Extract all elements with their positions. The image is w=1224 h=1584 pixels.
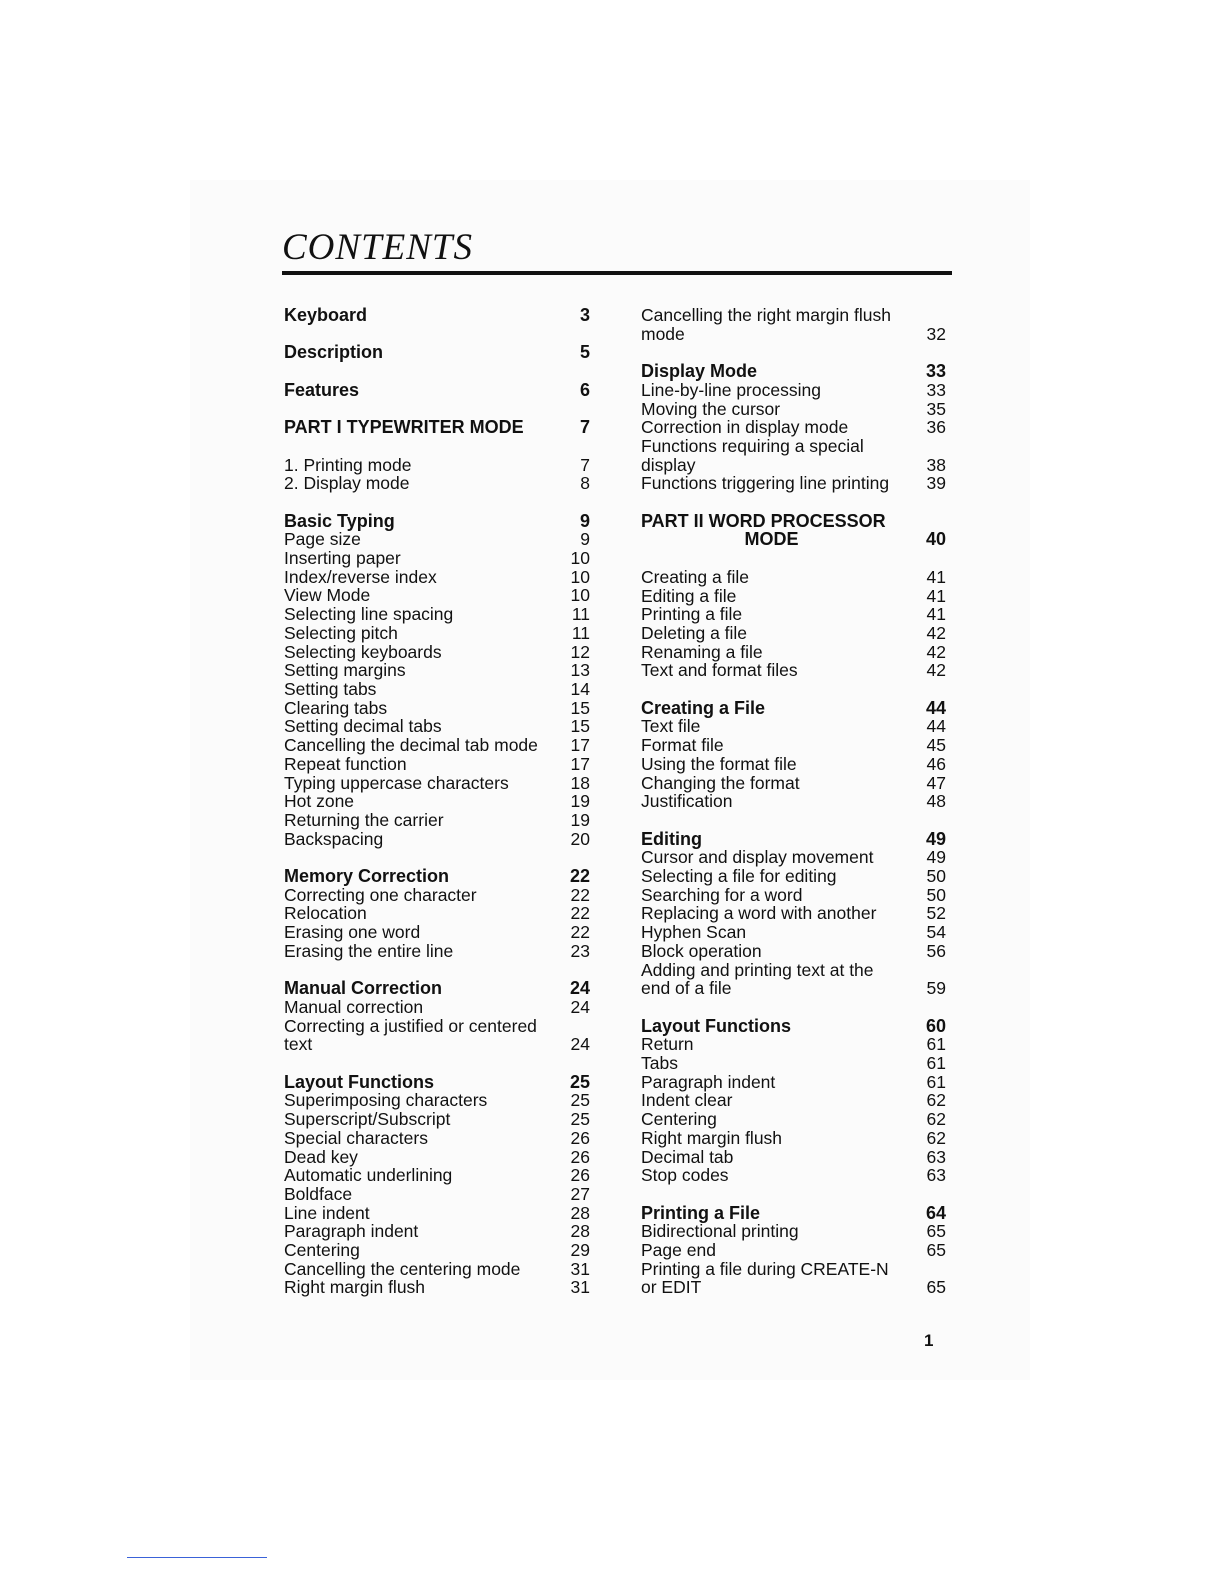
toc-section-heading[interactable] — [284, 343, 590, 362]
toc-entry-page: 26 — [570, 1127, 590, 1148]
toc-entry[interactable] — [641, 474, 946, 493]
toc-entry[interactable] — [641, 437, 946, 456]
toc-entry-page: 63 — [926, 1146, 946, 1167]
toc-entry-page: 20 — [570, 828, 590, 849]
toc-entry[interactable] — [641, 306, 946, 325]
toc-entry[interactable] — [284, 736, 590, 755]
toc-entry-page: 47 — [926, 772, 946, 793]
toc-entry[interactable] — [284, 474, 590, 493]
page-number: 1 — [924, 1331, 934, 1350]
toc-entry[interactable] — [284, 661, 590, 680]
toc-entry-page: 11 — [571, 622, 590, 643]
toc-entry[interactable] — [641, 1054, 946, 1073]
toc-entry-title: 1. Printing mode — [284, 454, 412, 475]
toc-entry[interactable] — [641, 400, 946, 419]
toc-spacer — [641, 549, 946, 568]
toc-entry[interactable] — [641, 568, 946, 587]
toc-entry[interactable] — [284, 1148, 590, 1167]
toc-entry-title: Hot zone — [284, 791, 355, 812]
toc-entry[interactable] — [641, 605, 946, 624]
toc-section-heading[interactable] — [284, 306, 590, 325]
toc-entry-page: 25 — [569, 1071, 590, 1092]
toc-entry-title: Erasing the entire line — [284, 940, 454, 961]
toc-entry-page: 48 — [926, 791, 946, 812]
toc-section-heading[interactable] — [284, 1073, 590, 1092]
toc-entry-title: 2. Display mode — [284, 473, 410, 494]
toc-entry[interactable] — [284, 680, 590, 699]
toc-entry[interactable] — [641, 942, 946, 961]
toc-entry[interactable] — [284, 886, 590, 905]
toc-entry-title: Printing a file during CREATE-N — [641, 1258, 889, 1279]
toc-entry-title: Right margin flush — [641, 1127, 783, 1148]
toc-spacer — [641, 493, 946, 512]
toc-entry-page: 49 — [925, 828, 946, 849]
toc-entry-title: Index/reverse index — [284, 566, 437, 587]
toc-entry-title: Moving the cursor — [641, 398, 781, 419]
toc-entry-page: 10 — [570, 548, 590, 569]
toc-entry-page: 42 — [926, 660, 946, 681]
toc-entry[interactable] — [284, 998, 590, 1017]
toc-section-heading[interactable] — [284, 418, 590, 437]
toc-entry-title: Clearing tabs — [284, 697, 388, 718]
toc-entry-page: 61 — [926, 1034, 946, 1055]
toc-entry-title: Inserting paper — [284, 548, 401, 569]
toc-entry-page: 19 — [570, 809, 590, 830]
toc-spacer — [641, 811, 946, 830]
toc-entry-title: Centering — [284, 1240, 360, 1261]
toc-entry-title: Editing — [641, 828, 702, 849]
toc-entry[interactable] — [284, 624, 590, 643]
toc-entry-title: Creating a File — [641, 697, 766, 718]
toc-entry-title: Setting margins — [284, 660, 406, 681]
toc-entry-page: 7 — [579, 417, 590, 438]
toc-entry-page: 52 — [926, 903, 946, 924]
toc-entry[interactable] — [284, 568, 590, 587]
toc-entry-title: Bidirectional printing — [641, 1221, 799, 1242]
toc-entry[interactable] — [284, 530, 590, 549]
toc-entry-page: 9 — [580, 529, 590, 550]
toc-entry-page: 33 — [926, 379, 946, 400]
toc-entry-title: Manual correction — [284, 996, 424, 1017]
toc-entry-title: Manual Correction — [284, 978, 443, 999]
toc-spacer — [284, 493, 590, 512]
toc-entry-page: 42 — [926, 641, 946, 662]
toc-entry-title: Right margin flush — [284, 1277, 426, 1298]
toc-entry-title: Cancelling the right margin flush — [641, 305, 891, 325]
toc-entry-title: Line indent — [284, 1202, 370, 1223]
toc-entry[interactable] — [284, 1241, 590, 1260]
toc-entry-page: 31 — [570, 1258, 590, 1279]
toc-entry-page: 7 — [580, 454, 590, 475]
toc-entry[interactable] — [284, 586, 590, 605]
toc-entry[interactable] — [284, 1110, 590, 1129]
toc-entry[interactable] — [641, 755, 946, 774]
toc-entry-title: Using the format file — [641, 753, 797, 774]
toc-entry[interactable] — [284, 643, 590, 662]
toc-entry-page: 12 — [570, 641, 590, 662]
toc-entry-title: Paragraph indent — [284, 1221, 419, 1242]
toc-entry[interactable] — [284, 1035, 590, 1054]
toc-entry-title: Printing a file — [641, 604, 743, 625]
toc-entry[interactable] — [284, 549, 590, 568]
toc-entry-title: Page size — [284, 529, 361, 550]
toc-entry-title: Centering — [641, 1109, 717, 1130]
toc-entry[interactable] — [641, 1278, 946, 1297]
toc-spacer — [284, 848, 590, 867]
toc-entry-title: Deleting a file — [641, 622, 748, 643]
toc-entry-page: 13 — [570, 660, 590, 681]
toc-entry-page: 32 — [926, 323, 946, 344]
toc-spacer — [284, 961, 590, 980]
toc-entry[interactable] — [641, 1091, 946, 1110]
toc-entry-page: 15 — [570, 716, 590, 737]
toc-entry-page: 40 — [925, 529, 946, 550]
toc-spacer — [641, 998, 946, 1017]
toc-entry-page: 11 — [571, 604, 590, 625]
toc-entry-page: 65 — [926, 1221, 946, 1242]
toc-entry[interactable] — [641, 1110, 946, 1129]
toc-entry-page: 3 — [579, 305, 590, 325]
toc-entry[interactable] — [284, 1017, 590, 1036]
toc-entry[interactable] — [641, 1241, 946, 1260]
toc-entry-title: Correcting a justified or centered — [284, 1015, 537, 1036]
toc-entry-title: Printing a File — [641, 1202, 761, 1223]
toc-entry-title: Stop codes — [641, 1165, 729, 1186]
toc-spacer — [284, 325, 590, 344]
toc-entry-page: 50 — [926, 866, 946, 887]
toc-entry-title: PART I TYPEWRITER MODE — [284, 417, 524, 438]
toc-entry-title: MODE — [744, 529, 799, 550]
toc-entry-page: 22 — [570, 922, 590, 943]
toc-section-heading[interactable] — [284, 512, 590, 531]
toc-entry-title: Correction in display mode — [641, 417, 849, 438]
toc-entry-page: 63 — [926, 1165, 946, 1186]
toc-entry-page: 22 — [570, 884, 590, 905]
toc-entry-title: Typing uppercase characters — [284, 772, 509, 793]
toc-entry-page: 27 — [570, 1183, 590, 1204]
toc-entry[interactable] — [284, 1260, 590, 1279]
toc-entry-title: Layout Functions — [641, 1015, 791, 1036]
toc-entry-title: PART II WORD PROCESSOR — [641, 510, 886, 531]
toc-entry-page: 49 — [926, 847, 946, 868]
toc-entry[interactable] — [284, 1091, 590, 1110]
toc-entry[interactable] — [284, 755, 590, 774]
toc-section-heading[interactable] — [641, 512, 946, 531]
toc-entry-title: Dead key — [284, 1146, 358, 1167]
toc-entry-title: Memory Correction — [284, 866, 450, 886]
toc-entry[interactable] — [284, 1166, 590, 1185]
toc-entry[interactable] — [284, 1278, 590, 1297]
toc-entry[interactable] — [641, 923, 946, 942]
toc-entry[interactable] — [641, 792, 946, 811]
toc-entry-page: 24 — [570, 996, 590, 1017]
page-title: CONTENTS — [282, 227, 474, 268]
toc-entry[interactable] — [641, 717, 946, 736]
toc-entry-title: Correcting one character — [284, 884, 477, 905]
toc-entry-title: Format file — [641, 735, 724, 756]
toc-entry-page: 25 — [570, 1109, 590, 1130]
toc-entry-page: 44 — [925, 697, 946, 718]
toc-entry-title: Selecting a file for editing — [641, 866, 837, 887]
toc-entry-page: 44 — [926, 716, 946, 737]
toc-entry[interactable] — [284, 830, 590, 849]
toc-entry[interactable] — [641, 848, 946, 867]
toc-entry[interactable] — [284, 942, 590, 961]
toc-entry-title: Description — [284, 342, 384, 363]
toc-entry-title: Decimal tab — [641, 1146, 734, 1167]
toc-entry[interactable] — [641, 418, 946, 437]
toc-entry[interactable] — [284, 792, 590, 811]
toc-entry-page: 9 — [579, 510, 590, 531]
toc-entry-title: Backspacing — [284, 828, 384, 849]
toc-entry-page: 24 — [570, 1034, 590, 1055]
toc-entry[interactable] — [641, 587, 946, 606]
toc-entry-title: Features — [284, 379, 360, 400]
toc-entry-title: Setting tabs — [284, 678, 377, 699]
toc-entry-page: 28 — [570, 1202, 590, 1223]
toc-entry-title: Adding and printing text at the — [641, 959, 874, 980]
toc-spacer — [284, 399, 590, 418]
toc-entry-title: Special characters — [284, 1127, 428, 1148]
toc-entry-title: Relocation — [284, 903, 367, 924]
toc-entry[interactable] — [284, 1204, 590, 1223]
toc-entry-page: 17 — [570, 735, 590, 756]
toc-entry-page: 54 — [926, 922, 946, 943]
toc-entry-title: Renaming a file — [641, 641, 763, 662]
toc-entry-title: Paragraph indent — [641, 1071, 776, 1092]
toc-entry-title: Functions requiring a special — [641, 435, 864, 456]
toc-entry-page: 24 — [569, 978, 590, 999]
toc-entry[interactable] — [641, 643, 946, 662]
toc-entry-page: 8 — [580, 473, 590, 494]
toc-entry-title: mode — [641, 323, 685, 344]
toc-section-heading[interactable] — [641, 1017, 946, 1036]
toc-entry-page: 41 — [926, 604, 946, 625]
toc-entry-title: Erasing one word — [284, 922, 421, 943]
toc-right-column — [641, 306, 946, 1297]
toc-entry-title: Indent clear — [641, 1090, 733, 1111]
toc-entry[interactable] — [284, 923, 590, 942]
toc-entry-page: 59 — [926, 978, 946, 999]
toc-entry-page: 26 — [570, 1165, 590, 1186]
toc-entry-title: Block operation — [641, 940, 762, 961]
toc-entry-page: 42 — [926, 622, 946, 643]
toc-entry[interactable] — [641, 1166, 946, 1185]
toc-entry[interactable] — [641, 961, 946, 980]
toc-entry-title: Text and format files — [641, 660, 798, 681]
toc-section-heading[interactable] — [641, 830, 946, 849]
toc-entry-page: 5 — [579, 342, 590, 363]
toc-entry[interactable] — [641, 1073, 946, 1092]
toc-section-heading[interactable] — [641, 530, 946, 549]
toc-entry-page: 50 — [926, 884, 946, 905]
toc-entry-page: 28 — [570, 1221, 590, 1242]
toc-entry[interactable] — [641, 624, 946, 643]
toc-entry[interactable] — [284, 904, 590, 923]
toc-entry-page: 45 — [926, 735, 946, 756]
toc-section-heading[interactable] — [284, 867, 590, 886]
toc-entry-title: end of a file — [641, 978, 732, 999]
toc-entry[interactable] — [641, 661, 946, 680]
toc-entry-title: Text file — [641, 716, 701, 737]
toc-spacer — [284, 1054, 590, 1073]
toc-entry-page: 17 — [570, 753, 590, 774]
toc-entry-page: 29 — [570, 1240, 590, 1261]
toc-entry-page: 65 — [926, 1240, 946, 1261]
toc-entry[interactable] — [641, 1035, 946, 1054]
toc-entry-page: 31 — [570, 1277, 590, 1298]
toc-spacer — [641, 343, 946, 362]
title-rule — [282, 271, 952, 275]
toc-entry-title: Layout Functions — [284, 1071, 434, 1092]
toc-entry[interactable] — [284, 717, 590, 736]
toc-entry-page: 60 — [925, 1015, 946, 1036]
toc-entry-page: 36 — [926, 417, 946, 438]
toc-entry-page: 22 — [569, 866, 590, 886]
toc-entry-page: 33 — [925, 361, 946, 382]
footer-link-underline[interactable] — [127, 1557, 267, 1558]
toc-entry-page: 6 — [579, 379, 590, 400]
toc-entry-title: Justification — [641, 791, 733, 812]
toc-entry-page: 35 — [926, 398, 946, 419]
toc-entry-page: 62 — [926, 1109, 946, 1130]
toc-entry-page: 62 — [926, 1090, 946, 1111]
toc-entry-page: 18 — [570, 772, 590, 793]
toc-entry-title: Keyboard — [284, 305, 368, 325]
toc-entry-title: Selecting pitch — [284, 622, 398, 643]
toc-entry-title: Functions triggering line printing — [641, 473, 890, 494]
toc-spacer — [641, 680, 946, 699]
toc-entry[interactable] — [284, 456, 590, 475]
toc-entry[interactable] — [284, 1185, 590, 1204]
toc-entry[interactable] — [641, 979, 946, 998]
toc-entry-title: Page end — [641, 1240, 716, 1261]
toc-section-heading[interactable] — [641, 362, 946, 381]
toc-section-heading[interactable] — [284, 979, 590, 998]
toc-entry-title: Creating a file — [641, 566, 749, 587]
toc-section-heading[interactable] — [284, 381, 590, 400]
toc-entry-title: display — [641, 454, 696, 475]
toc-entry-page: 23 — [570, 940, 590, 961]
toc-entry-page: 14 — [570, 678, 590, 699]
toc-entry-page: 25 — [570, 1090, 590, 1111]
toc-spacer — [284, 437, 590, 456]
toc-entry-page: 10 — [570, 585, 590, 606]
toc-entry-title: Cursor and display movement — [641, 847, 874, 868]
toc-entry[interactable] — [641, 1222, 946, 1241]
toc-entry-title: Line-by-line processing — [641, 379, 821, 400]
toc-entry-title: Boldface — [284, 1183, 353, 1204]
toc-spacer — [284, 362, 590, 381]
toc-entry-page: 10 — [570, 566, 590, 587]
toc-entry-page: 41 — [926, 566, 946, 587]
toc-entry-title: Cancelling the decimal tab mode — [284, 735, 538, 756]
toc-entry-title: Editing a file — [641, 585, 737, 606]
toc-entry-title: Replacing a word with another — [641, 903, 877, 924]
toc-entry[interactable] — [641, 886, 946, 905]
toc-entry[interactable] — [284, 1222, 590, 1241]
toc-entry-page: 38 — [926, 454, 946, 475]
toc-entry[interactable] — [284, 699, 590, 718]
toc-entry-title: Repeat function — [284, 753, 407, 774]
toc-entry-page: 39 — [926, 473, 946, 494]
toc-entry[interactable] — [284, 605, 590, 624]
toc-entry[interactable] — [641, 736, 946, 755]
toc-entry-title: Superimposing characters — [284, 1090, 488, 1111]
toc-entry-title: Return — [641, 1034, 694, 1055]
toc-entry-title: Tabs — [641, 1053, 678, 1074]
toc-entry-title: or EDIT — [641, 1277, 702, 1298]
toc-entry[interactable] — [284, 811, 590, 830]
toc-entry-title: Superscript/Subscript — [284, 1109, 451, 1130]
toc-section-heading[interactable] — [641, 699, 946, 718]
toc-entry-title: Display Mode — [641, 361, 758, 382]
toc-entry-page: 62 — [926, 1127, 946, 1148]
toc-entry-page: 65 — [926, 1277, 946, 1298]
toc-entry-title: Cancelling the centering mode — [284, 1258, 521, 1279]
toc-entry-title: Selecting line spacing — [284, 604, 454, 625]
toc-entry-title: Searching for a word — [641, 884, 803, 905]
toc-entry-page: 61 — [926, 1071, 946, 1092]
toc-section-heading[interactable] — [641, 1204, 946, 1223]
toc-entry-title: Returning the carrier — [284, 809, 444, 830]
toc-entry-page: 56 — [926, 940, 946, 961]
toc-entry[interactable] — [641, 1129, 946, 1148]
toc-entry-title: Automatic underlining — [284, 1165, 453, 1186]
toc-entry[interactable] — [284, 1129, 590, 1148]
toc-entry-title: Setting decimal tabs — [284, 716, 442, 737]
toc-entry[interactable] — [641, 904, 946, 923]
toc-entry-page: 46 — [926, 753, 946, 774]
toc-entry-page: 64 — [925, 1202, 946, 1223]
toc-entry-title: text — [284, 1034, 313, 1055]
toc-entry-title: Basic Typing — [284, 510, 395, 531]
toc-entry-page: 15 — [570, 697, 590, 718]
toc-entry-title: Selecting keyboards — [284, 641, 442, 662]
toc-left-column — [284, 306, 590, 1297]
toc-entry-page: 26 — [570, 1146, 590, 1167]
toc-entry[interactable] — [641, 456, 946, 475]
toc-entry-page: 41 — [926, 585, 946, 606]
toc-entry-page: 22 — [570, 903, 590, 924]
toc-entry-title: View Mode — [284, 585, 371, 606]
toc-spacer — [641, 1185, 946, 1204]
toc-entry[interactable] — [641, 381, 946, 400]
toc-entry[interactable] — [641, 1260, 946, 1279]
toc-entry-page: 19 — [570, 791, 590, 812]
toc-entry[interactable] — [641, 1148, 946, 1167]
toc-entry[interactable] — [641, 325, 946, 344]
toc-entry-page: 61 — [926, 1053, 946, 1074]
toc-entry[interactable] — [641, 774, 946, 793]
toc-entry-title: Changing the format — [641, 772, 800, 793]
toc-entry[interactable] — [284, 774, 590, 793]
toc-entry-title: Hyphen Scan — [641, 922, 747, 943]
toc-entry[interactable] — [641, 867, 946, 886]
